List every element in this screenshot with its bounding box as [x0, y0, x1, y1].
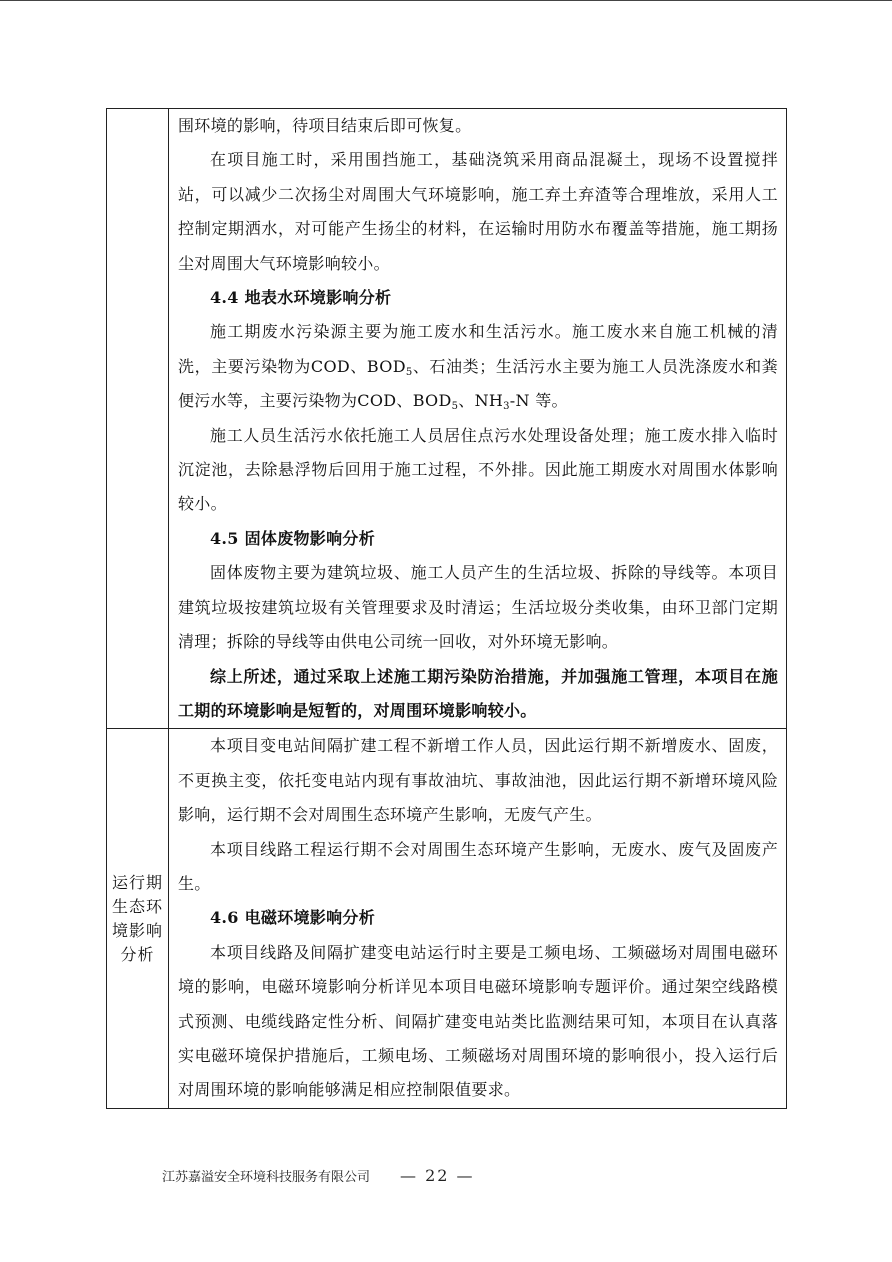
- heading-4-4: 4.4 地表水环境影响分析: [210, 288, 392, 308]
- paragraph-line-operation: 本项目线路工程运行期不会对周围生态环境产生影响，无废水、废气及固废产生。: [178, 839, 778, 893]
- paragraph-solid-waste: 固体废物主要为建筑垃圾、施工人员产生的生活垃圾、拆除的导线等。本项目建筑垃圾按建筑垃圾有关管理要求及时清运；生活垃圾分类收集，由环卫部门定期清理；拆除的导线等由供电公司统一回收，对外环境无影响。: [178, 563, 778, 652]
- construction-period-row: [107, 109, 787, 729]
- operation-period-label: 运行期生态环境影响分析: [111, 872, 163, 964]
- heading-4-6: 4.6 电磁环境影响分析: [210, 908, 376, 928]
- operation-label-cell: [107, 729, 169, 1108]
- paragraph-wastewater-treatment: 施工人员生活污水依托施工人员居住点污水处理设备处理；施工废水排入临时沉淀池，去除悬浮物后回用于施工过程，不外排。因此施工期废水对周围水体影响较小。: [178, 425, 778, 514]
- operation-period-row: [107, 729, 787, 1108]
- paragraph-dust-measures: 在项目施工时，采用围挡施工，基础浇筑采用商品混凝土，现场不设置搅拌站，可以减少二次扬尘对周围大气环境影响，施工弃土弃渣等合理堆放，采用人工控制定期洒水，对可能产生扬尘的材料，在运输时用防水布覆盖等措施，施工期扬尘对周围大气环境影响较小。: [178, 150, 778, 273]
- operation-content-cell: [169, 729, 787, 1108]
- paragraph-summary: 综上所述，通过采取上述施工期污染防治措施，并加强施工管理，本项目在施工期的环境影响是短暂的，对周围环境影响较小。: [178, 666, 778, 720]
- paragraph-electromagnetic: 本项目线路及间隔扩建变电站运行时主要是工频电场、工频磁场对周围电磁环境的影响，电磁环境影响分析详见本项目电磁环境影响专题评价。通过架空线路模式预测、电缆线路定性分析、间隔扩建变电站类比监测结果可知，本项目在认真落实电磁环境保护措施后，工频电场、工频磁场对周围环境的影响很小，投入运行后对周围环境的影响能够满足相应控制限值要求。: [178, 942, 778, 1100]
- paragraph-substation-operation: 本项目变电站间隔扩建工程不新增工作人员，因此运行期不新增废水、固废，不更换主变，依托变电站内现有事故油坑、事故油池，因此运行期不新增环境风险影响，运行期不会对周围生态环境产生影响，无废气产生。: [178, 736, 778, 825]
- content-table: [106, 108, 787, 1109]
- empty-label-cell: [107, 109, 169, 729]
- paragraph-wastewater-sources: 施工期废水污染源主要为施工废水和生活污水。施工废水来自施工机械的清洗，主要污染物为COD、$BOD_5$、石油类；生活污水主要为施工人员洗涤废水和粪便污水等，主要污染物为COD、$BOD_5$、$NH_3-N$ 等。: [178, 322, 778, 413]
- page-number: — 22 —: [400, 1166, 475, 1185]
- heading-4-5: 4.5 固体废物影响分析: [210, 528, 376, 548]
- paragraph-surrounding-recovery: 围环境的影响，待项目结束后即可恢复。: [178, 116, 472, 135]
- construction-content-cell: [169, 109, 787, 729]
- footer-company: 江苏嘉溢安全环境科技服务有限公司: [162, 1170, 371, 1185]
- top-rule: [0, 0, 892, 1]
